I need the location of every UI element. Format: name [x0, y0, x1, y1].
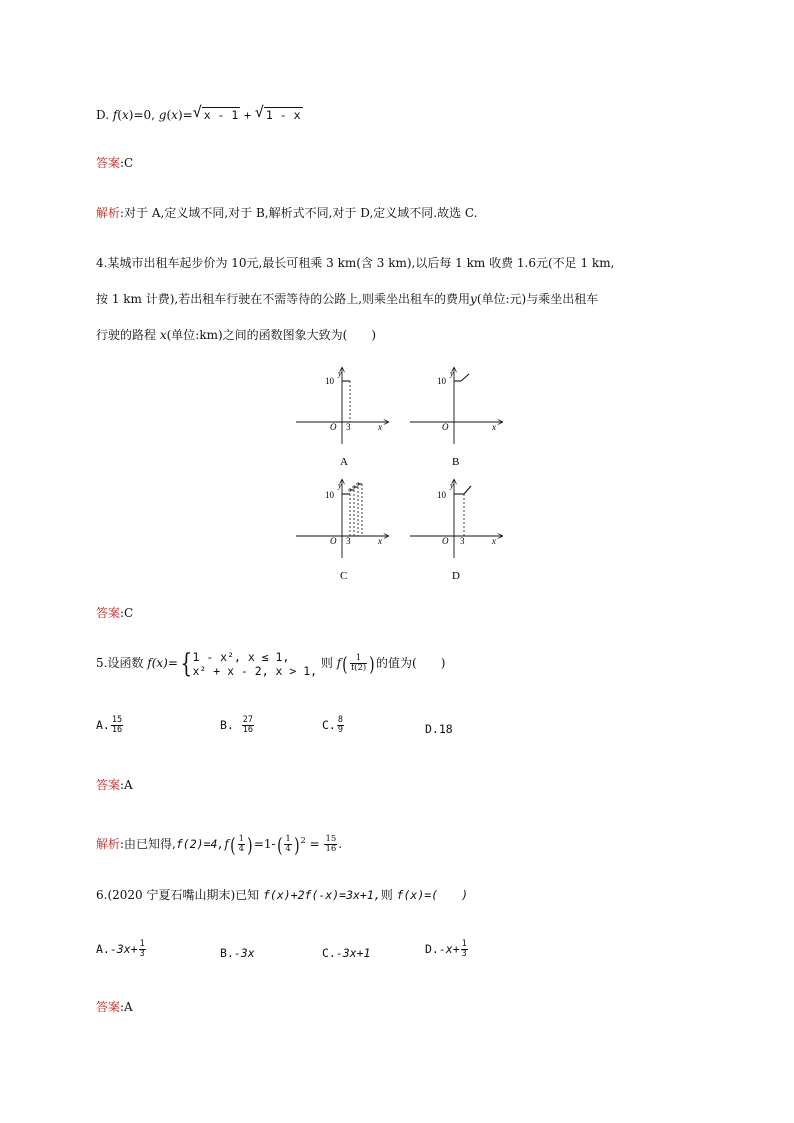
q5-option-c: C. $\frac{8}{9}$ — [322, 715, 343, 735]
graph-a — [296, 368, 388, 468]
q3-analysis: 解析:对于 A,定义域不同,对于 B,解析式不同,对于 D,定义域不同.故选 C. — [96, 206, 478, 220]
graph-a-y-label: y — [338, 369, 342, 378]
sqrt-expression: √ 1 - x — [254, 103, 301, 122]
q5-answer: 答案:A — [96, 778, 133, 792]
q3-option-d: D. f(x)=0, g(x)= √ x - 1 + √ 1 - x — [96, 103, 301, 122]
graph-c-y-label: y — [338, 481, 342, 490]
graph-d-y-label: y — [450, 481, 454, 490]
graph-c-x-label: x — [378, 536, 382, 546]
q6-option-d: D.-x+ $\frac{1}{3}$ — [425, 939, 467, 959]
graph-d-origin: O — [442, 536, 449, 546]
graph-a-x-tick: 3 — [346, 422, 351, 432]
q4-stem-line2: 按 1 km 计费),若出租车行驶在不需等待的公路上,则乘坐出租车的费用y(单位:元)与乘坐出租车 — [96, 292, 599, 306]
q6-stem: 6.(2020 宁夏石嘴山期末)已知 f(x)+2f(-x)=3x+1,则 f(x)=( ) — [96, 888, 469, 902]
graph-c-x-tick: 3 — [346, 536, 351, 546]
graph-b — [410, 368, 502, 468]
q5-option-a: A. $\frac{15}{16}$ — [96, 715, 123, 735]
q5-analysis: 解析:由已知得,f(2)=4,f( $\frac{1}{4}$ )=1-( $\frac{1}{4}$ )$^2$ = $\frac{15}{16}$ . — [96, 832, 343, 857]
q6-answer: 答案:A — [96, 1000, 133, 1014]
graph-b-caption: B — [452, 456, 460, 468]
graph-b-slope — [461, 374, 469, 381]
q4-stem-line3: 行驶的路程 x(单位:km)之间的函数图象大致为( ) — [96, 328, 377, 342]
q4-answer: 答案:C — [96, 606, 134, 620]
q3-answer: 答案:C — [96, 156, 134, 170]
graph-a-origin: O — [330, 422, 337, 432]
graph-b-y-label: y — [450, 369, 454, 378]
sqrt-expression: √ x - 1 — [192, 103, 239, 122]
graph-c — [296, 480, 388, 582]
graph-c-y-tick: 10 — [325, 490, 334, 500]
graph-d-x-tick: 3 — [460, 536, 465, 546]
graph-a-y-tick: 10 — [325, 376, 334, 386]
graph-c-origin: O — [330, 536, 337, 546]
graph-d-caption: D — [452, 570, 460, 582]
piecewise-cases: 1 - x², x ≤ 1, x² + x - 2, x > 1, — [192, 649, 318, 678]
q5-option-b: B. $\frac{27}{16}$ — [220, 715, 254, 735]
q6-option-c: C.-3x+1 — [322, 946, 371, 960]
q4-graphs-figure — [280, 360, 520, 588]
graph-d-x-label: x — [492, 536, 496, 546]
graph-b-origin: O — [442, 422, 449, 432]
graph-b-x-label: x — [492, 422, 496, 432]
graph-d-slope — [464, 486, 471, 494]
q6-option-a: A.-3x+ $\frac{1}{3}$ — [96, 939, 145, 959]
graph-d-y-tick: 10 — [437, 490, 446, 500]
q5-option-d: D.18 — [425, 722, 453, 736]
q6-option-b: B.-3x — [220, 946, 255, 960]
q5-stem: 5.设函数 f(x)={ 1 - x², x ≤ 1, x² + x - 2, x > 1, 则 f( $\frac{1}{f(2)}$ )的值为( ) — [96, 648, 446, 679]
graph-a-caption: A — [340, 456, 348, 468]
graph-d — [410, 480, 502, 582]
graph-a-x-label: x — [378, 422, 382, 432]
graph-c-caption: C — [340, 570, 348, 582]
graph-b-y-tick: 10 — [437, 376, 446, 386]
q4-stem-line1: 4.某城市出租车起步价为 10元,最长可租乘 3 km(含 3 km),以后每 1 km 收费 1.6元(不足 1 km, — [96, 256, 615, 270]
